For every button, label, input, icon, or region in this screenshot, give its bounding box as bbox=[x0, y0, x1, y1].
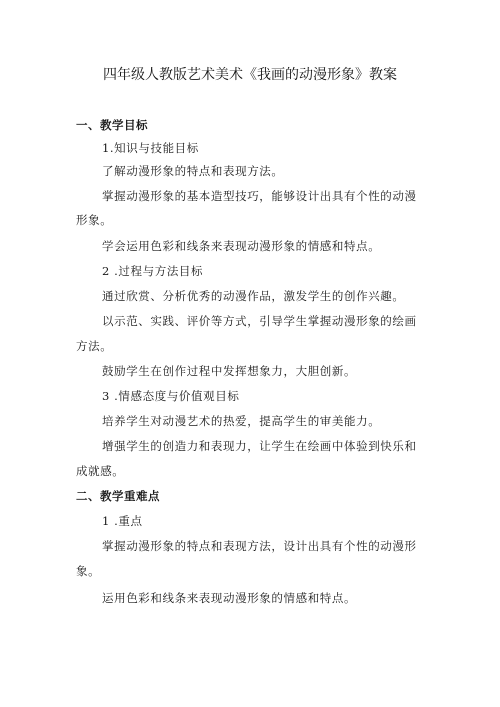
section-heading-key-difficult-points: 二、教学重难点 bbox=[76, 489, 160, 503]
paragraph-line: 了解动漫形象的特点和表现方法。 bbox=[102, 164, 284, 178]
subheading-emotion-values: 3 .情感态度与价值观目标 bbox=[102, 389, 240, 403]
paragraph-line: 增强学生的创造力和表现力，让学生在绘画中体验到快乐和 bbox=[102, 439, 417, 453]
paragraph-line: 培养学生对动漫艺术的热爱，提高学生的审美能力。 bbox=[102, 414, 381, 428]
section-heading-teaching-goals: 一、教学目标 bbox=[76, 118, 148, 132]
paragraph-line: 鼓励学生在创作过程中发挥想象力，大胆创新。 bbox=[102, 364, 357, 378]
paragraph-line: 通过欣赏、分析优秀的动漫作品，激发学生的创作兴趣。 bbox=[102, 289, 405, 303]
paragraph-line: 方法。 bbox=[76, 339, 113, 353]
paragraph-line: 象。 bbox=[76, 564, 101, 578]
paragraph-line: 掌握动漫形象的特点和表现方法，设计出具有个性的动漫形 bbox=[102, 539, 417, 553]
subheading-knowledge-skills: 1.知识与技能目标 bbox=[102, 141, 199, 155]
subheading-key-points: 1 .重点 bbox=[102, 514, 143, 528]
paragraph-line: 以示范、实践、评价等方式，引导学生掌握动漫形象的绘画 bbox=[102, 314, 417, 328]
paragraph-line: 形象。 bbox=[76, 213, 113, 227]
paragraph-line: 运用色彩和线条来表现动漫形象的情感和特点。 bbox=[102, 591, 357, 605]
paragraph-line: 掌握动漫形象的基本造型技巧，能够设计出具有个性的动漫 bbox=[102, 189, 417, 203]
document-title: 四年级人教版艺术美术《我画的动漫形象》教案 bbox=[103, 67, 397, 83]
paragraph-line: 成就感。 bbox=[76, 464, 125, 478]
paragraph-line: 学会运用色彩和线条来表现动漫形象的情感和特点。 bbox=[102, 239, 381, 253]
subheading-process-methods: 2 .过程与方法目标 bbox=[102, 264, 204, 278]
